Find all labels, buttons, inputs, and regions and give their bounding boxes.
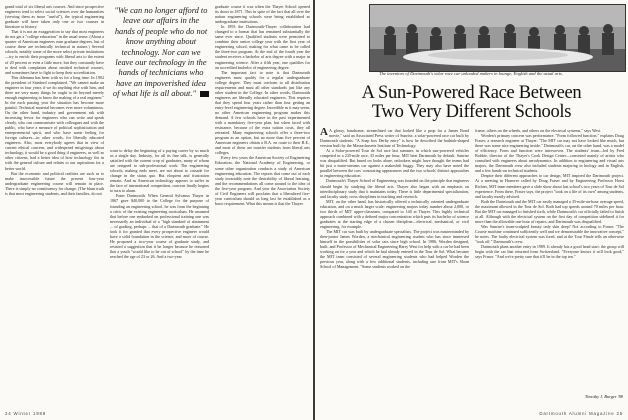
right-page [315, 0, 628, 420]
paragraph: Both the Dartmouth and the MIT car easily managed a 35-mile-an-hour average speed, the maximum allowed in the Tour de Sol. Both had top speeds around 70 miles per hour. But the MIT car managed to finished sixth, while Dartmouth's car officially failed to finish at all. Although with the electrical system on the first day of competition sidelined it for more than the allowable one hour of repairs, and Dartmouth was disqualified. [475, 198, 624, 224]
paragraph: Enter Dartmouth. When General Sylvanus Thayer in 1867 gave $40,000 to the College for the purpose of founding an engineering school, he was from the beginning a critic of the existing engineering curriculum. He assumed that before one embarked on professional training one was necessarily an individual of a "high standard of attainment ... of grading, perhaps ... that of a Dartmouth graduate." He took it for granted that every prospective engineer would have a solid foundation in the science, and more of course. He proposed a two-year course of graduate study, and resisted a suggestion that it be longer because he reasoned that a youth "would like to be out of school" by the time he reached the age of 23 or 26. And a two-year [110, 193, 209, 259]
paragraph-text: A glossy, handsome, streamlined car that looked like a prop for a James Bond movie," said an Associated Press writer of Sunrise, a solar-powered race car built by Dartmouth students. "A Soap box Derby entry" is how he described the bathtub-shaped version built by the Massachusetts Institute of Technology. [320, 128, 469, 149]
left-column-2 [110, 148, 209, 409]
paragraph: frame, others on the wheels, and others on the electrical systems," says West. [475, 128, 602, 133]
headline-line-2: Two Very Different Schools [371, 102, 572, 122]
paragraph: At a Solar-powered Tour de Sol race last summer, in which sun-powered vehicles competed in a 235-mile race, 35 miles per hour, MIT beat Dartmouth by default. Sunrise was disqualified. But based on looks alone, onlookers might have thought the teams had hit just a main-streams car against a makeshift buggy. They may also have noted the parallel between the cars' contrasting appearances and the two schools' distinct approaches to engineering education. [320, 148, 469, 179]
paragraph: graduate course it was when the Thayer School opened its doors in 1871. This in spite of the fact that all over the nation engineering schools were being established as undergraduate institutions. [215, 4, 310, 25]
paragraph: Worden's primary concern was performance. "Form followed function," explains Doug Fraser, a research engineer at Thayer. "The MIT car may not have looked like much, but there was some nice engineering inside." Dartmouth's car, on the other hand, was a model of efficiency. Form and function were interwoven. The students' team—led by Fred Bobbie, director of the Thayer's Cook Design Center—consisted mainly of artists who consulted with engineers about aerodynamics. In addition to engineering and visual arts majors, the Dartmouth crew also included students majoring in biology and in English, and a few hands-on technical students. [475, 133, 624, 174]
paragraph: But the economic and political realities are such as to make inaccessible future the present four-year undergraduate engineering course will remain in place. There is simply no constituency for change. (The blunt truth is that most engineering students, and their families, do not [5, 170, 104, 196]
paragraph: want to delay the beginning of a paying career by so much as a single day. Industry, for all its fine talk, is generally satisfied with the current crop of graduates, many of whom are resigned to sub-professional work. The engineering schools, making ends meet, are not about to crusade for change in the status quo. But eloquent and frustration remain. And as American technology appears to suffer in the face of international competition, concern finally begins to turn to alarm. [110, 148, 209, 194]
team-photo [369, 4, 626, 72]
left-column-3 [215, 4, 310, 409]
paragraph: Despite their different approaches to car design, MIT inspired the Dartmouth project. At a meeting in Hanover called by Doug Fraser and by Engineering Professor Horst Richter, MIT team members gave a slide show about last school's two years of Tour de Sol experience. From there, Fraser says, the project "took on a life of its own" among students, and faculty mostly advised. [475, 173, 624, 199]
headline-line-1: A Sun-Powered Race Between [361, 83, 582, 103]
paragraph: In 1893 the Dartmouth-Thayer collaboration had changed to a format that has remained substantially the same ever since. Qualified students were permitted to combine their senior college year with the first year of engineering school, making for what came to be called the three-two program. At the end of the fourth year the student receives a bachelor of arts degree with a major in engineering science. After a fifth year, one qualifies for an accredited bachelor of engineering degree. [215, 24, 310, 70]
right-column-2 [475, 128, 624, 390]
paragraph: This dilemma has been with us for a long time. In 1902 the president of Stanford complained, "We cannot make an engineer in four years if we do anything else with him, and there are very many things he ought to do beyond merely enough engineering to know the making of a real engineer." In the each passing year the situation has become more painful. Technical material becomes ever more voluminous. On the other hand, industry and government ask with increasing fervor for engineers who can write and speak clearly, who can communicate with colleagues and with the public, who have a measure of political sophistication and entrepreneurial spirit, and who have some feeling for foreign cultures—in other words, for liberally educated engineers. Also, most everybody agrees that in view of current ethical concern, and widespread misgivings about technology, it would be a good thing if engineers, as well as other citizens, had a better idea of how technology fits in with the general culture and relates to our aspirations for a better world. [5, 74, 104, 171]
author-signature: Timothy J. Burger '88 [584, 394, 623, 399]
left-page [0, 0, 313, 420]
paragraph: Every few years the American Society of Engineering Education, the National Academy of Engineering, or some other organization conducts a study of American engineering education. The reports that come out of each study invariably note the desirability of liberal learning, and the recommendations all come around to the idea of the five-year program. And year the Association Society of Civil Engineers will proclaim that a liberalized five-year curriculum should as long last be established as a basic requirement. What this means is that the Thayer [215, 155, 310, 206]
right-column-1 [320, 128, 469, 409]
page-footer-right: Dartmouth Alumni Magazine 25 [539, 411, 623, 416]
paragraph [320, 128, 469, 148]
photo-caption: The inventors of Dartmouth's solar race car unloaded makers in lounge, English and the usual arts. [379, 71, 563, 76]
article-headline [319, 84, 624, 122]
paragraph: Dartmouth plans another entry in 1989. It already has a good head start: the group will begin with the car that returned from Switzerland. "Everyone knows it will look good," says Fraser. "And we're pretty sure that it'll be in the top ten." [475, 244, 624, 260]
paragraph: That it is not an exaggeration to say that most engineers do not get a "college education" in the usual sense. (About a quarter of American engineers earn graduate degrees, but of course these are technically technical in nature.) Several schools, notably some of the more select private institutions—try to enrich their programs with liberal arts to the extent of 20 percent or even a little more, but they constantly have to deal with complaints about omitted technical courses, and sometimes have to fight to keep their accreditation. [5, 29, 104, 75]
paragraph: grand total of six liberal arts courses. And since prospective engineers tend to select social sciences over the humanities (viewing them as more "useful"), the typical engineering graduate will have taken only one or two courses in literature or history. [5, 4, 104, 30]
paragraph: Dartmouth's Thayer School of Engineering was founded on the principle that engineers should begin by studying the liberal arts. Thayer also began with an emphasis on interdisciplinary study that it maintains today. There is little departmental specialization, and faculty study cross disciplines in teaching and research. [320, 178, 469, 199]
end-mark-icon [200, 91, 209, 97]
pull-quote [112, 6, 210, 100]
paragraph: The important fact to note is that Dartmouth engineers must qualify for a regular undergraduate college degree. They must conform to all distribution requirements and must all other standards just like any other student in the College. In other words, Dartmouth engineers are liberally educated engineers. This requires that they spend four years rather than four getting an entry-level engineering degree. Incredible as it may seem, no other American engineering program makes this demand. A few schools have in the past experimented with a mandatory five-year plan, but when faced with resistance, because of the extra tuition costs, they all retreated. Many engineering schools offer a three-two program as an option, but no more than five percent of American engineers obtain a B.A. en route to their B.E., and most of these are transfer students from liberal arts colleges. [215, 69, 310, 156]
paragraph: Was Sunrise's team-sculpted beauty only skin deep? Not according to Fraser. "The Course machine continued sufficiently well and we demonstrable the innovative concept," he notes. The faulty electrical system was fixed, and at the Tour Finale tells an otherwise "took off." Dartmouth's crew. [475, 223, 624, 245]
pull-quote-text: "We can no longer afford to leave our affairs in the hands of people who do not know anything about technology. Nor can we leave our technology in the hands of technicians who have an impoverished idea of what life is all about." [112, 6, 208, 99]
paragraph: The MIT car was built by undergraduate specialists. The project was masterminded by then-junior James Worden, a mechanical engineering student who has since immersed himself in the possibilities of solar cars since high school. In 1986, Worden designed, built, and Professor of Mechanical Engineering Harry West for help with a car he had been working on for a year and which he had already entered in the Tour de Sol. What became the MIT team consisted of several engineering students who had helped Worden the previous year, along with a few additional students, including one from MIT's Sloan School of Management. "Some students worked on the [320, 228, 469, 270]
paragraph: MIT, on the other hand, has historically offered a technically oriented undergraduate education, and on a much larger scale: engineering majors today number about 2,000, or two thirds of MIT upper-classmen, compared to 140 at Thayer. This highly technical approach combined with a defined major concentration which puts its bachelor of science graduates at the starting edge of a chosen discipline—electrical, mechanical, or civil engineering, for example. [320, 198, 469, 229]
photo-image [370, 5, 625, 71]
drop-cap: A [320, 128, 328, 138]
left-column-1 [5, 4, 104, 409]
page-footer-left: 24 Winter 1988 [5, 411, 46, 416]
